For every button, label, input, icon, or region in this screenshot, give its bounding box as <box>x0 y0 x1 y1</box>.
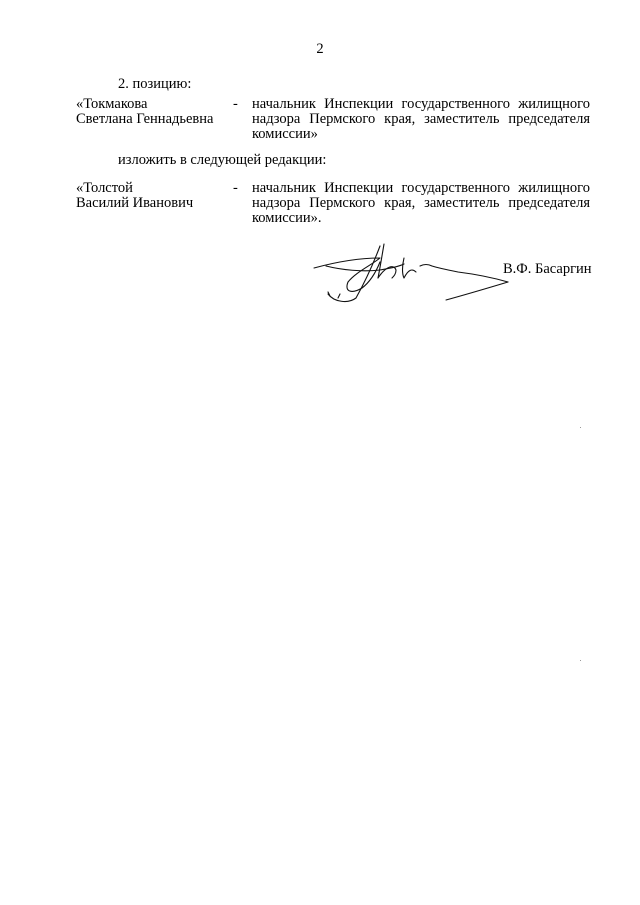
entry-old-given-names: Светлана Геннадьевна <box>76 111 214 127</box>
entry-new-desc-line-1: начальник Инспекции государственного жилищного <box>252 180 590 196</box>
handwritten-signature <box>308 236 518 308</box>
paragraph-replace: изложить в следующей редакции: <box>118 152 327 168</box>
entry-new-dash: - <box>233 180 238 196</box>
signer-name: В.Ф. Басаргин <box>503 261 592 277</box>
entry-new-given-names: Василий Иванович <box>76 195 194 211</box>
entry-old-desc-line-2: надзора Пермского края, заместитель председателя <box>252 111 590 127</box>
entry-new-desc-line-2: надзора Пермского края, заместитель председателя <box>252 195 590 211</box>
paragraph-position: 2. позицию: <box>118 76 192 92</box>
entry-old-description <box>252 97 590 142</box>
entry-new-surname: «Толстой <box>76 180 133 196</box>
scan-speck <box>580 427 581 428</box>
entry-old-dash: - <box>233 96 238 112</box>
entry-old-desc-line-1: начальник Инспекции государственного жилищного <box>252 96 590 112</box>
page-number: 2 <box>316 41 324 57</box>
entry-old-desc-line-3: комиссии» <box>252 126 318 142</box>
entry-new-description <box>252 181 590 226</box>
scan-speck <box>580 660 581 661</box>
entry-old-name <box>76 97 226 127</box>
entry-new-name <box>76 181 226 211</box>
entry-new-desc-line-3: комиссии». <box>252 210 322 226</box>
entry-old-surname: «Токмакова <box>76 96 148 112</box>
